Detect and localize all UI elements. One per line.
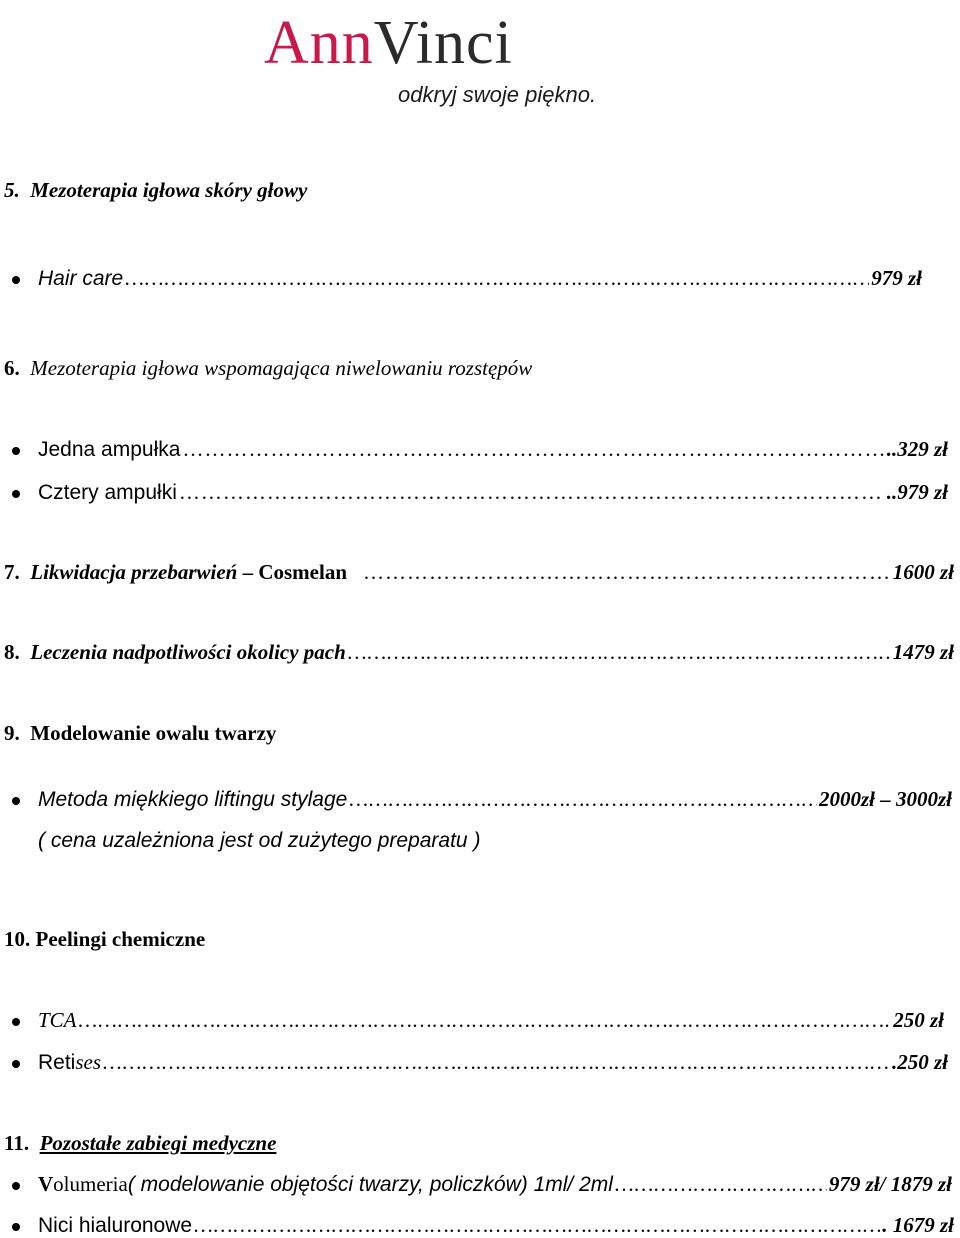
item-label: Hair care	[38, 267, 124, 290]
bullet-icon	[12, 276, 20, 284]
leader-dots	[182, 437, 884, 462]
item-price: 979 zł	[871, 266, 922, 290]
section-10-heading	[4, 927, 205, 952]
bullet-icon	[12, 1182, 20, 1190]
item-price: 250 zł	[893, 1008, 944, 1032]
section-11-heading	[4, 1131, 276, 1156]
leader-dots	[125, 266, 869, 291]
section-8-line	[4, 640, 954, 665]
section-price: 1600 zł	[892, 560, 954, 584]
section-price: 1479 zł	[892, 640, 954, 664]
item-label: Volumeria( modelowanie objętości twarzy, policzków) 1ml/ 2ml	[38, 1172, 613, 1196]
bullet-icon	[12, 1223, 20, 1231]
leader-dots	[103, 1050, 890, 1075]
item-label: TCA	[38, 1008, 77, 1032]
list-item	[38, 1213, 954, 1238]
section-number: 10.	[4, 927, 31, 951]
item-label: Cztery ampułki	[38, 481, 177, 504]
leader-dots	[348, 640, 891, 665]
section-title: Mezoterapia igłowa skóry głowy	[30, 178, 308, 202]
section-5-heading	[4, 178, 307, 203]
section-number: 8.	[4, 640, 20, 664]
item-price: . 1679 zł	[882, 1213, 954, 1237]
list-item	[38, 1172, 952, 1197]
leader-dots	[194, 1213, 880, 1238]
item-note: ( cena uzależniona jest od zużytego preparatu )	[38, 829, 481, 852]
bullet-icon	[12, 1018, 20, 1026]
brand-logo	[258, 6, 608, 116]
logo-wordmark	[264, 9, 513, 77]
logo-ann: Ann	[264, 9, 374, 77]
item-price: 2000zł – 3000zł	[818, 787, 952, 811]
item-price: ..979 zł	[886, 480, 948, 504]
bullet-icon	[12, 447, 20, 455]
bullet-icon	[12, 797, 20, 805]
bullet-icon	[12, 1060, 20, 1068]
list-item	[38, 266, 922, 291]
section-subtitle: – Cosmelan	[242, 560, 348, 584]
section-7-line	[4, 560, 954, 585]
list-item	[38, 1008, 944, 1033]
item-label: Nici hialuronowe	[38, 1214, 193, 1237]
section-title: Peelingi chemiczne	[35, 927, 206, 951]
section-title: Leczenia nadpotliwości okolicy pach	[30, 640, 346, 664]
bullet-icon	[12, 490, 20, 498]
item-label: Metoda miękkiego liftingu stylage	[38, 788, 348, 811]
list-item	[38, 787, 952, 812]
section-number: 5.	[4, 178, 20, 202]
list-item	[38, 437, 948, 462]
section-number: 9.	[4, 721, 20, 745]
section-number: 7.	[4, 560, 20, 584]
item-label: Jedna ampułka	[38, 438, 181, 461]
leader-dots	[179, 480, 885, 505]
list-item	[38, 1050, 948, 1075]
section-title: Pozostałe zabiegi medyczne	[39, 1131, 277, 1155]
logo-tagline: odkryj swoje piękno.	[398, 82, 597, 107]
section-title: Modelowanie owalu twarzy	[30, 721, 277, 745]
item-price: ..329 zł	[886, 437, 948, 461]
section-title: Mezoterapia igłowa wspomagająca niwelowaniu rozstępów	[30, 356, 533, 380]
leader-dots	[615, 1172, 827, 1197]
leader-dots	[79, 1008, 892, 1033]
list-item	[38, 480, 948, 505]
section-title: Likwidacja przebarwień	[30, 560, 238, 584]
section-9-heading	[4, 721, 276, 746]
section-number: 6.	[4, 356, 20, 380]
section-6-heading	[4, 356, 532, 381]
item-price: .250 zł	[891, 1050, 948, 1074]
leader-dots	[349, 787, 817, 812]
section-number: 11.	[4, 1131, 30, 1155]
item-label: Retises	[38, 1050, 102, 1074]
leader-dots	[363, 560, 891, 585]
logo-vinci: Vinci	[373, 9, 513, 77]
item-price: 979 zł/ 1879 zł	[828, 1172, 952, 1196]
